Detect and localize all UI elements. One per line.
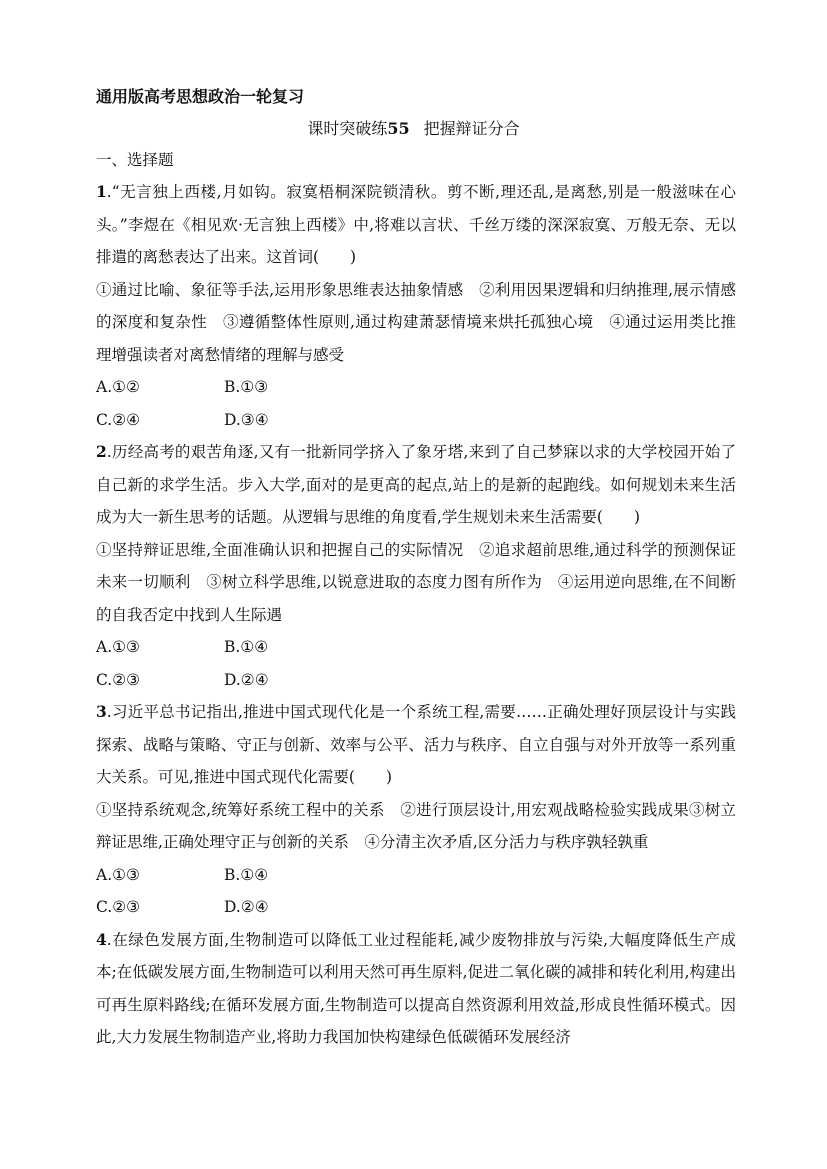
choice-c[interactable]: C.②③ — [96, 670, 141, 689]
question-2 — [96, 436, 736, 696]
question-number: 3 — [96, 702, 107, 721]
question-1 — [96, 176, 736, 436]
question-stem — [96, 176, 736, 274]
title-number: 55 — [387, 119, 410, 138]
title-subject: 把握辩证分合 — [423, 119, 520, 138]
question-text: .习近平总书记指出,推进中国式现代化是一个系统工程,需要……正确处理好顶层设计与实践探索、战略与策略、守正与创新、效率与公平、活力与秩序、自立自强与对外开放等一系列重大关系。可见,推进中国式现代化需要( ) — [96, 703, 736, 786]
choice-b[interactable]: B.①④ — [224, 865, 269, 884]
choice-row — [96, 631, 736, 664]
question-number: 1 — [96, 182, 107, 201]
question-stem — [96, 436, 736, 534]
choice-d[interactable]: D.②④ — [224, 898, 269, 916]
page-title — [0, 116, 827, 139]
choice-row — [96, 404, 736, 437]
document-header: 通用版高考思想政治一轮复习 — [96, 87, 305, 106]
question-number: 4 — [96, 929, 107, 949]
question-text: .历经高考的艰苦角逐,又有一批新同学挤入了象牙塔,来到了自己梦寐以求的大学校园开始了自己新的求学生活。步入大学,面对的是更高的起点,站上的是新的起跑线。如何规划未来生活成为大一新生思考的话题。从逻辑与思维的角度看,学生规划未来生活需要( ) — [96, 443, 736, 526]
choice-row — [96, 664, 736, 697]
question-4 — [96, 924, 736, 1054]
title-prefix: 课时突破练 — [307, 119, 388, 138]
choice-row — [96, 371, 736, 404]
question-number: 2 — [96, 442, 107, 461]
question-stem — [96, 696, 736, 794]
choice-a[interactable]: A.①③ — [96, 638, 140, 656]
choice-row — [96, 859, 736, 892]
question-statements: ①通过比喻、象征等手法,运用形象思维表达抽象情感 ②利用因果逻辑和归纳推理,展示情感的深度和复杂性 ③遵循整体性原则,通过构建萧瑟情境来烘托孤独心境 ④通过运用类比推理增强读者对离愁情绪的理解与感受 — [96, 280, 736, 364]
question-stem — [96, 924, 736, 1054]
question-statements: ①坚持辩证思维,全面准确认识和把握自己的实际情况 ②追求超前思维,通过科学的预测保证未来一切顺利 ③树立科学思维,以锐意进取的态度力图有所作为 ④运用逆向思维,在不间断的自我否定中找到人生际遇 — [96, 540, 736, 624]
question-3 — [96, 696, 736, 924]
choice-d[interactable]: D.②④ — [224, 670, 269, 689]
questions-list — [96, 176, 736, 1054]
question-text: .“无言独上西楼,月如钩。寂寞梧桐深院锁清秋。剪不断,理还乱,是离愁,别是一般滋味在心头。”李煜在《相见欢·无言独上西楼》中,将难以言状、千丝万缕的深深寂寞、万般无奈、无以排遣的离愁表达了出来。这首词( ) — [96, 183, 736, 266]
choice-a[interactable]: A.①② — [96, 378, 140, 396]
choice-c[interactable]: C.②④ — [96, 410, 141, 429]
question-text: .在绿色发展方面,生物制造可以降低工业过程能耗,减少废物排放与污染,大幅度降低生产成本;在低碳发展方面,生物制造可以利用天然可再生原料,促进二氧化碳的减排和转化利用,构建出可再生原料路线;在循环发展方面,生物制造可以提高自然资源利用效益,形成良性循环模式。因此,大力发展生物制造产业,将助力我国加快构建绿色低碳循环发展经济 — [96, 930, 737, 1046]
choice-row — [96, 891, 736, 924]
section-heading: 一、选择题 — [96, 151, 174, 169]
question-statements: ①坚持系统观念,统筹好系统工程中的关系 ②进行顶层设计,用宏观战略检验实践成果③树立辩证思维,正确处理守正与创新的关系 ④分清主次矛盾,区分活力与秩序孰轻孰重 — [96, 800, 736, 851]
choice-b[interactable]: B.①③ — [224, 378, 269, 396]
choice-d[interactable]: D.③④ — [224, 410, 269, 429]
choice-a[interactable]: A.①③ — [96, 865, 140, 884]
choice-b[interactable]: B.①④ — [224, 638, 269, 656]
choice-c[interactable]: C.②③ — [96, 898, 141, 916]
